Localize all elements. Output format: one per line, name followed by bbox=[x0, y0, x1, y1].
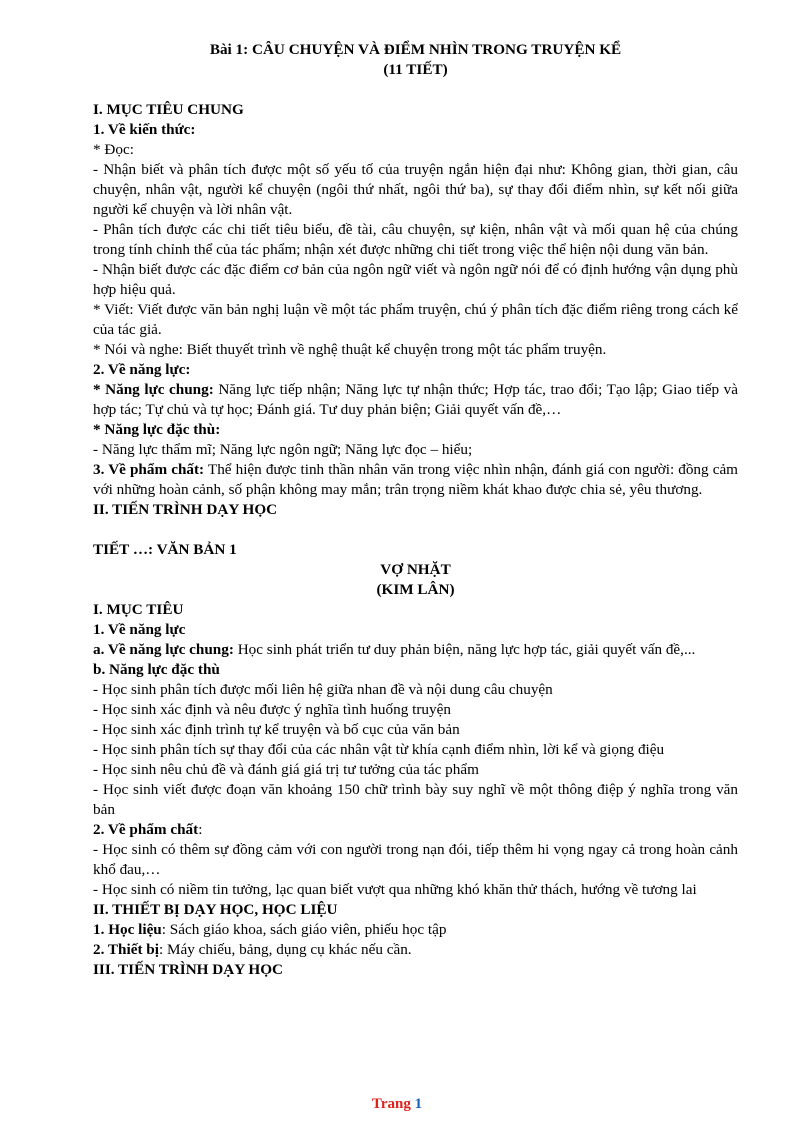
blank-line bbox=[93, 80, 738, 100]
period-label: TIẾT …: VĂN BẢN 1 bbox=[93, 541, 237, 558]
subsection-heading: 2. Về phẩm chất: bbox=[93, 821, 203, 838]
page-footer bbox=[0, 1096, 794, 1113]
paragraph: - Học sinh có thêm sự đồng cảm với con người trong nạn đói, tiếp thêm hi vọng ngay cả trong hoàn cảnh khổ đau,… bbox=[93, 841, 738, 878]
subsection-heading: b. Năng lực đặc thù bbox=[93, 661, 220, 678]
paragraph: 2. Thiết bị: Máy chiếu, bảng, dụng cụ khác nếu cần. bbox=[93, 941, 412, 958]
document-page bbox=[93, 40, 738, 980]
paragraph: 3. Về phẩm chất: Thể hiện được tinh thần nhân văn trong việc nhìn nhận, đánh giá con người: đồng cảm với những hoàn cảnh, số phận không may mắn; trân trọng niềm khát khao được chia sẻ, yêu thương. bbox=[93, 461, 738, 498]
section-heading: II. TIẾN TRÌNH DẠY HỌC bbox=[93, 501, 278, 518]
section-heading: III. TIẾN TRÌNH DẠY HỌC bbox=[93, 961, 284, 978]
paragraph: - Nhận biết được các đặc điểm cơ bản của ngôn ngữ viết và ngôn ngữ nói để có định hướng vận dụng phù hợp hiệu quả. bbox=[93, 261, 738, 298]
subsection-heading: 2. Về năng lực: bbox=[93, 361, 191, 378]
work-title: VỢ NHẶT bbox=[380, 561, 451, 578]
subsection-heading: 1. Về kiến thức: bbox=[93, 121, 196, 138]
subsection-heading: * Năng lực đặc thù: bbox=[93, 421, 221, 438]
paragraph: 1. Học liệu: Sách giáo khoa, sách giáo viên, phiếu học tập bbox=[93, 921, 447, 938]
lesson-subtitle: (11 TIẾT) bbox=[383, 61, 448, 78]
paragraph: - Học sinh xác định và nêu được ý nghĩa tình huống truyện bbox=[93, 701, 451, 718]
paragraph: * Năng lực chung: Năng lực tiếp nhận; Năng lực tự nhận thức; Hợp tác, trao đổi; Tạo lập; Giao tiếp và hợp tác; Tự chủ và tự học; Đánh giá. Tư duy phản biện; Giải quyết vấn đề,… bbox=[93, 381, 738, 418]
page-number: 1 bbox=[414, 1096, 423, 1112]
paragraph: - Học sinh có niềm tin tưởng, lạc quan biết vượt qua những khó khăn thử thách, hướng về tương lai bbox=[93, 881, 697, 898]
paragraph: - Học sinh xác định trình tự kể truyện và bố cục của văn bản bbox=[93, 721, 460, 738]
paragraph: a. Về năng lực chung: Học sinh phát triển tư duy phản biện, năng lực hợp tác, giải quyết vấn đề,... bbox=[93, 641, 696, 658]
paragraph: - Phân tích được các chi tiết tiêu biểu, đề tài, câu chuyện, sự kiện, nhân vật và mối quan hệ của chúng trong tính chỉnh thể của tác phẩm; nhận xét được những chi tiết trong việc thể hiện nội dung văn bản. bbox=[93, 221, 738, 258]
paragraph: - Học sinh phân tích được mối liên hệ giữa nhan đề và nội dung câu chuyện bbox=[93, 681, 553, 698]
subsection-heading: 1. Về năng lực bbox=[93, 621, 186, 638]
lesson-title: Bài 1: CÂU CHUYỆN VÀ ĐIỂM NHÌN TRONG TRUYỆN KỂ bbox=[209, 41, 622, 58]
section-heading: I. MỤC TIÊU CHUNG bbox=[93, 101, 244, 118]
paragraph: * Nói và nghe: Biết thuyết trình về nghệ thuật kể chuyện trong một tác phẩm truyện. bbox=[93, 341, 607, 358]
blank-line bbox=[93, 520, 738, 540]
section-heading: II. THIẾT BỊ DẠY HỌC, HỌC LIỆU bbox=[93, 901, 338, 918]
paragraph: - Nhận biết và phân tích được một số yếu tố của truyện ngắn hiện đại như: Không gian, thời gian, câu chuyện, nhân vật, người kể chuyện (ngôi thứ nhất, ngôi thứ ba), sự thay đổi điểm nhìn, sự kết nối giữa người kể chuyện và lời nhân vật. bbox=[93, 161, 738, 218]
paragraph: - Năng lực thẩm mĩ; Năng lực ngôn ngữ; Năng lực đọc – hiểu; bbox=[93, 441, 473, 458]
section-heading: I. MỤC TIÊU bbox=[93, 601, 184, 618]
reading-label: * Đọc: bbox=[93, 141, 134, 158]
page-label: Trang bbox=[371, 1096, 411, 1112]
paragraph: - Học sinh phân tích sự thay đổi của các nhân vật từ khía cạnh điểm nhìn, lời kể và giọng điệu bbox=[93, 741, 665, 758]
work-author: (KIM LÂN) bbox=[376, 581, 455, 598]
paragraph: - Học sinh viết được đoạn văn khoảng 150 chữ trình bày suy nghĩ về một thông điệp ý nghĩa trong văn bản bbox=[93, 781, 738, 818]
paragraph: - Học sinh nêu chủ đề và đánh giá giá trị tư tưởng của tác phẩm bbox=[93, 761, 479, 778]
paragraph: * Viết: Viết được văn bản nghị luận về một tác phẩm truyện, chú ý phân tích đặc điểm riêng trong cách kể của tác giả. bbox=[93, 301, 738, 338]
